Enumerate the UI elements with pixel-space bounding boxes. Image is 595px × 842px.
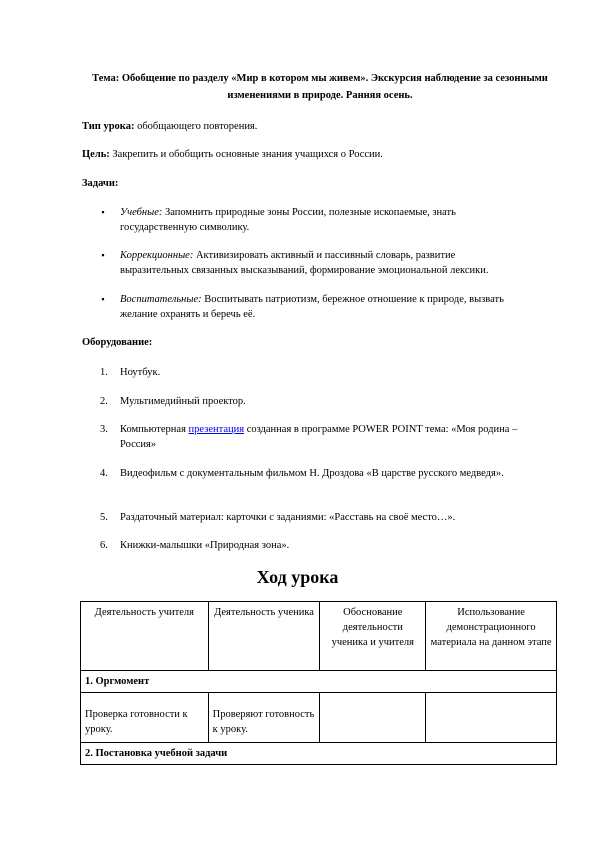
table-row — [81, 693, 557, 743]
table-cell: Проверка готовности к уроку. — [81, 693, 209, 743]
item-number: 2. — [100, 396, 108, 407]
item-text: созданная в программе POWER POINT тема: «Моя родина – Россия» — [120, 424, 518, 450]
equipment-label: Оборудование: — [82, 337, 153, 348]
section-row — [81, 671, 557, 693]
lesson-table — [80, 601, 557, 765]
square-bullet-icon: ▪ — [101, 294, 105, 304]
item-number: 3. — [100, 424, 108, 435]
goal-label: Цель: — [82, 149, 110, 160]
column-header: Деятельность учителя — [81, 602, 209, 671]
square-bullet-icon: ▪ — [101, 250, 105, 260]
tasks-label: Задачи: — [82, 178, 119, 189]
item-text: Ноутбук. — [120, 367, 161, 378]
task-name: Коррекционные: — [120, 250, 194, 261]
column-header: Обоснование деятельности ученика и учителя — [320, 602, 426, 671]
item-text: Мультимедийный проектор. — [120, 396, 246, 407]
document-title: Тема: Обобщение по разделу «Мир в котором мы живем». Экскурсия наблюдение за сезонными изменениями в природе. Ранняя осень. — [92, 73, 548, 101]
lesson-type-value: обобщающего повторения. — [134, 121, 258, 132]
item-number: 6. — [100, 540, 108, 551]
task-name: Учебные: — [120, 207, 163, 218]
column-header: Деятельность ученика — [208, 602, 320, 671]
column-header: Использование демонстрационного материала на данном этапе — [426, 602, 557, 671]
lesson-goal — [82, 148, 383, 162]
item-text: Видеофильм с документальным фильмом Н. Дроздова «В царстве русского медведя». — [120, 468, 504, 479]
task-text: Воспитывать патриотизм, бережное отношение к природе, вызвать желание охранять и беречь её. — [120, 294, 504, 320]
task-name: Воспитательные: — [120, 294, 202, 305]
section-row — [81, 743, 557, 765]
item-text: Раздаточный материал: карточки с заданиями: «Расставь на своё место…». — [120, 512, 456, 523]
presentation-link[interactable]: презентация — [188, 424, 245, 435]
task-text: Запомнить природные зоны России, полезные ископаемые, знать государственную символику. — [120, 207, 456, 233]
course-heading: Ход урока — [256, 567, 339, 587]
table-cell — [320, 693, 426, 743]
item-number: 4. — [100, 468, 108, 479]
item-text: Компьютерная — [120, 424, 189, 435]
item-number: 1. — [100, 367, 108, 378]
section-title: 2. Постановка учебной задачи — [81, 743, 557, 765]
goal-value: Закрепить и обобщить основные знания учащихся о России. — [109, 149, 383, 160]
lesson-type-label: Тип урока: — [82, 121, 135, 132]
table-cell — [426, 693, 557, 743]
task-text: Активизировать активный и пассивный словарь, развитие выразительных связанных высказываний, формирование эмоциональной лексики. — [120, 250, 489, 276]
item-text: Книжки-малышки «Природная зона». — [120, 540, 290, 551]
table-header-row — [81, 602, 557, 671]
section-title: 1. Оргмомент — [81, 671, 557, 693]
item-number: 5. — [100, 512, 108, 523]
lesson-type — [82, 120, 257, 134]
square-bullet-icon: ▪ — [101, 207, 105, 217]
table-cell: Проверяют готовность к уроку. — [208, 693, 320, 743]
